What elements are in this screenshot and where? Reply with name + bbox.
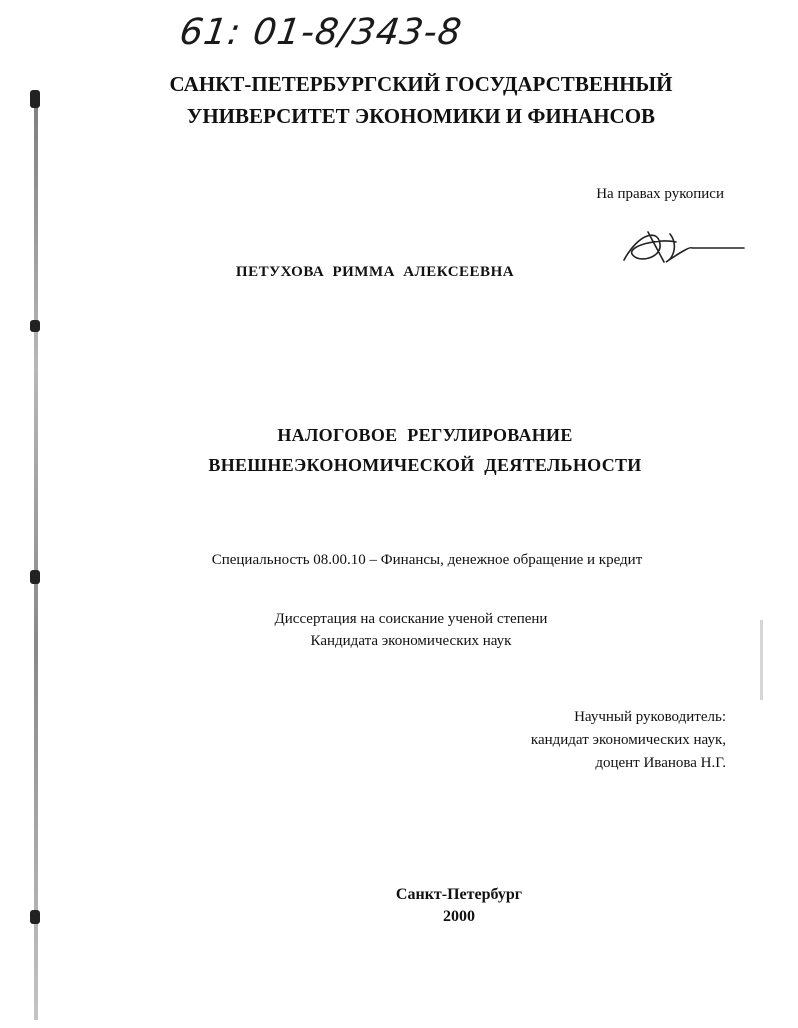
advisor-line-1: Научный руководитель:	[574, 709, 726, 725]
author-name: ПЕТУХОВА РИММА АЛЕКСЕЕВНА	[235, 264, 515, 280]
year: 2000	[443, 908, 475, 925]
manuscript-rights: На правах рукописи	[596, 186, 724, 202]
university-line-1: САНКТ-ПЕТЕРБУРГСКИЙ ГОСУДАРСТВЕННЫЙ	[169, 72, 673, 96]
city: Санкт-Петербург	[395, 886, 523, 903]
scan-mark	[30, 570, 40, 584]
university-line-2: УНИВЕРСИТЕТ ЭКОНОМИКИ И ФИНАНСОВ	[186, 104, 656, 128]
dissertation-degree	[12, 608, 798, 652]
scan-mark	[30, 320, 40, 332]
advisor-line-2: кандидат экономических наук,	[530, 732, 726, 748]
thesis-title-line-1: НАЛОГОВОЕ РЕГУЛИРОВАНИЕ	[277, 425, 573, 445]
specialty: Специальность 08.00.10 – Финансы, денежное обращение и кредит	[211, 552, 643, 568]
scientific-advisor	[531, 706, 726, 775]
handwritten-registry-code	[177, 12, 480, 72]
scan-mark	[30, 910, 40, 924]
university-header	[22, 68, 798, 132]
place-and-year	[60, 884, 798, 928]
thesis-title	[26, 420, 798, 480]
dissertation-line-1: Диссертация на соискание ученой степени	[274, 611, 548, 627]
thesis-title-line-2: ВНЕШНЕЭКОНОМИЧЕСКОЙ ДЕЯТЕЛЬНОСТИ	[208, 455, 642, 475]
dissertation-line-2: Кандидата экономических наук	[310, 633, 512, 649]
handwritten-code-text: 61: 01-8/343-8	[177, 12, 465, 53]
advisor-line-3: доцент Иванова Н.Г.	[595, 755, 726, 771]
